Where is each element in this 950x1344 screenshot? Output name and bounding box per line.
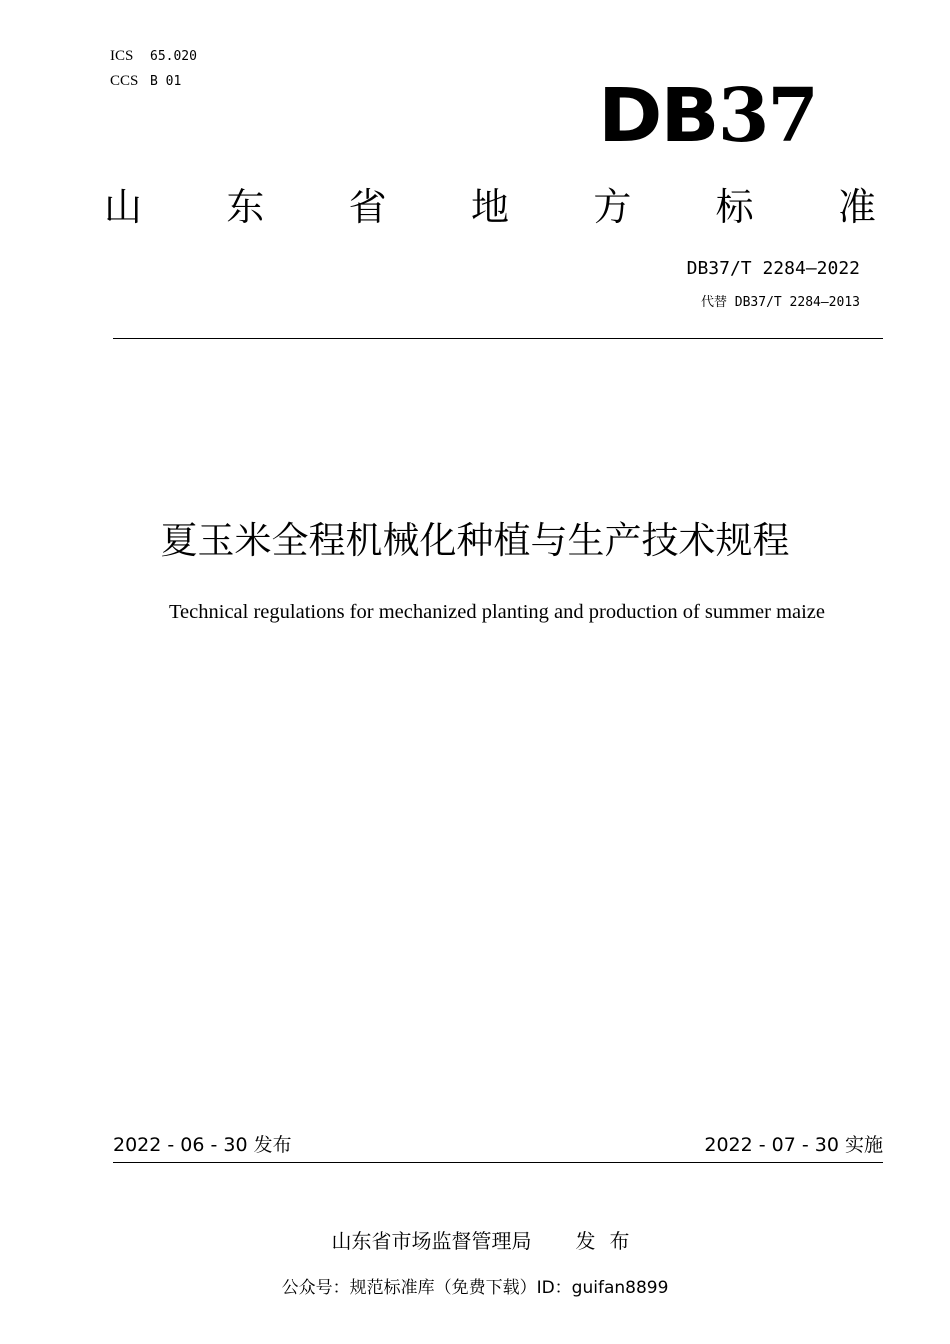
document-title-english: Technical regulations for mechanized planting and production of summer maize: [168, 601, 826, 623]
footer-divider: [113, 1162, 883, 1163]
standard-type-char: 地: [470, 185, 509, 229]
logo-number: 37: [717, 73, 817, 159]
ics-value: 65.020: [150, 49, 197, 64]
classification-codes: [110, 44, 197, 94]
ccs-value: B 01: [150, 74, 182, 89]
standard-type-char: 山: [104, 185, 143, 229]
db37-logo: [598, 72, 817, 160]
authority-name: 山东省市场监督管理局: [331, 1229, 532, 1253]
header-divider: [113, 338, 883, 339]
standard-number: DB37/T 2284—2022: [686, 258, 860, 279]
logo-letters: DB: [598, 73, 718, 159]
replaced-standard: 代替 DB37/T 2284—2013: [700, 295, 860, 310]
ccs-label: CCS: [110, 73, 139, 89]
ics-row: [110, 44, 197, 69]
issue-date: 2022 - 06 - 30 发布: [113, 1134, 292, 1156]
standard-type-char: 准: [837, 185, 876, 229]
document-title-chinese: 夏玉米全程机械化种植与生产技术规程: [160, 519, 790, 562]
ics-label: ICS: [110, 48, 134, 64]
footer-watermark-note: 公众号：规范标准库（免费下载）ID：guifan8899: [281, 1278, 669, 1298]
standard-type-char: 方: [593, 185, 632, 229]
standard-type-char: 标: [715, 185, 754, 229]
standard-type-heading: [104, 182, 876, 232]
standard-type-char: 东: [226, 185, 265, 229]
ccs-row: [110, 69, 197, 94]
standard-type-char: 省: [348, 185, 387, 229]
implementation-date: 2022 - 07 - 30 实施: [704, 1134, 883, 1156]
issuing-authority: [0, 1226, 950, 1256]
issue-verb: 发布: [575, 1229, 644, 1253]
